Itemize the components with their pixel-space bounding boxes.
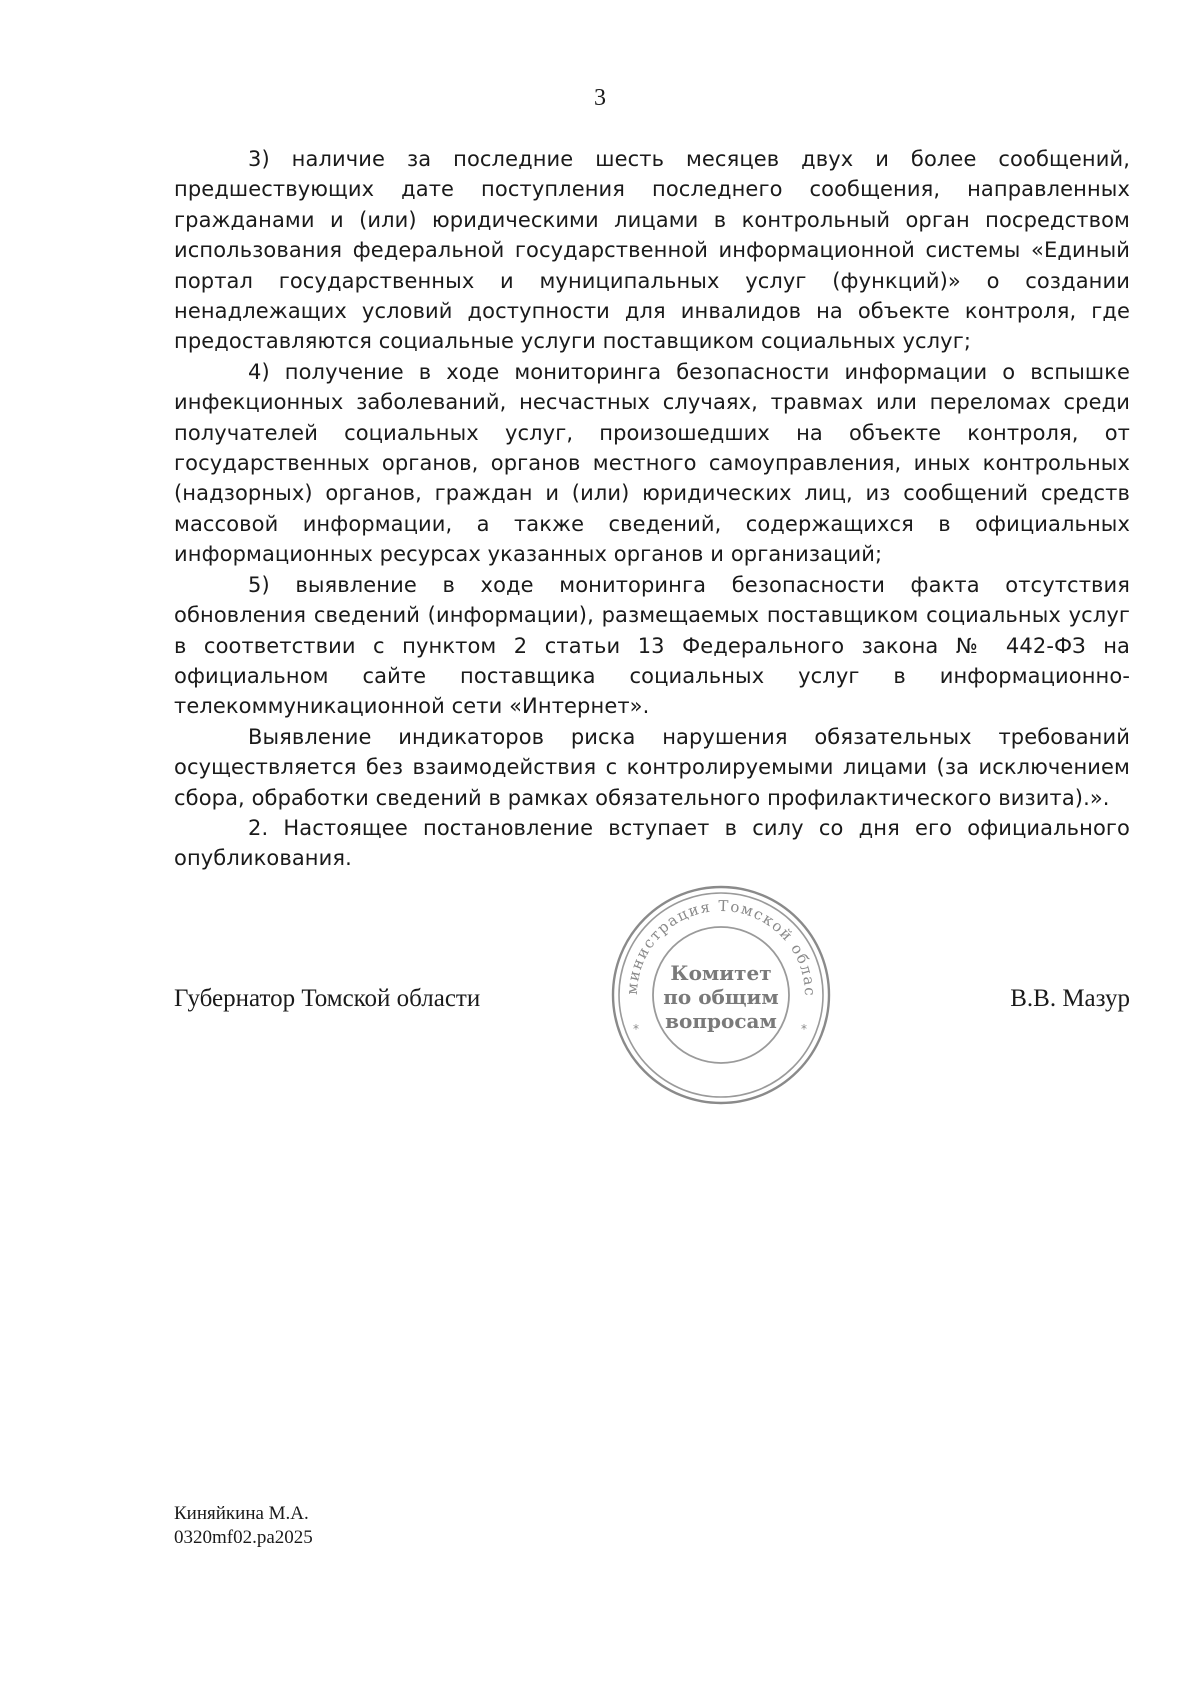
paragraph-entry-into-force: 2. Настоящее постановление вступает в силу со дня его официального опубликования. <box>174 815 1130 871</box>
svg-text:*: * <box>633 1022 639 1036</box>
paragraph-risk-indicators: Выявление индикаторов риска нарушения обязательных требований осуществляется без взаимодействия с контролируемыми лицами (за исключением сбора, обработки сведений в рамках обязательного профилактического визита).». <box>174 724 1130 810</box>
paragraph-item-3: 3) наличие за последние шесть месяцев двух и более сообщений, предшествующих дате поступления последнего сообщения, направленных гражданами и (или) юридическими лицами в контрольный орган посредством использования федеральной государственной информационной системы «Единый портал государственных и муниципальных услуг (функций)» о создании ненадлежащих условий доступности для инвалидов на объекте контроля, где предоставляются социальные услуги поставщиком социальных услуг; <box>174 147 1130 354</box>
signatory-position: Губернатор Томской области <box>174 985 481 1012</box>
stamp-line: вопросам <box>665 1009 777 1033</box>
paragraph-item-5: 5) выявление в ходе мониторинга безопасности факта отсутствия обновления сведений (информации), размещаемых поставщиком социальных услуг в соответствии с пунктом 2 статьи 13 Федерального закона № 442-ФЗ на официальном сайте поставщика социальных услуг в информационно-телекоммуникационной сети «Интернет». <box>174 572 1130 719</box>
stamp-center-text <box>609 961 833 1033</box>
stamp-line: Комитет <box>670 961 772 985</box>
paragraph-item-4: 4) получение в ходе мониторинга безопасности информации о вспышке инфекционных заболеваний, несчастных случаях, травмах или переломах среди получателей социальных услуг, произошедших на объекте контроля, от государственных органов, органов местного самоуправления, иных контрольных (надзорных) органов, граждан и (или) юридических лиц, из сообщений средств массовой информации, а также сведений, содержащихся в официальных информационных ресурсах указанных органов и организаций; <box>174 359 1130 567</box>
executor-name: Киняйкина М.А. <box>174 1503 309 1524</box>
page-number: 3 <box>594 85 606 111</box>
svg-text:*: * <box>801 1022 807 1036</box>
stamp-outer-text: министрация Томской облас <box>622 896 820 998</box>
document-code: 0320mf02.pa2025 <box>174 1527 313 1548</box>
document-body <box>174 144 1130 874</box>
signatory-name: В.В. Мазур <box>1010 985 1130 1012</box>
executor-footer <box>174 1502 313 1550</box>
stamp-line: по общим <box>663 985 779 1009</box>
official-stamp <box>609 883 833 1107</box>
